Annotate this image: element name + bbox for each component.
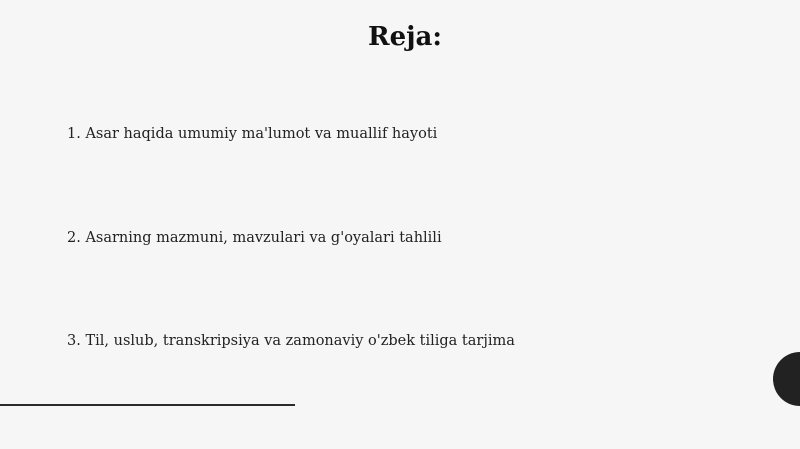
- bottom-divider-line: [0, 404, 295, 406]
- plan-item-2: 2. Asarning mazmuni, mavzulari va g'oyalari tahlili: [67, 230, 442, 246]
- next-slide-button[interactable]: [773, 352, 800, 406]
- plan-item-3: 3. Til, uslub, transkripsiya va zamonaviy o'zbek tiliga tarjima: [67, 333, 515, 349]
- plan-item-1: 1. Asar haqida umumiy ma'lumot va muallif hayoti: [67, 126, 438, 142]
- slide-title: Reja:: [367, 22, 442, 52]
